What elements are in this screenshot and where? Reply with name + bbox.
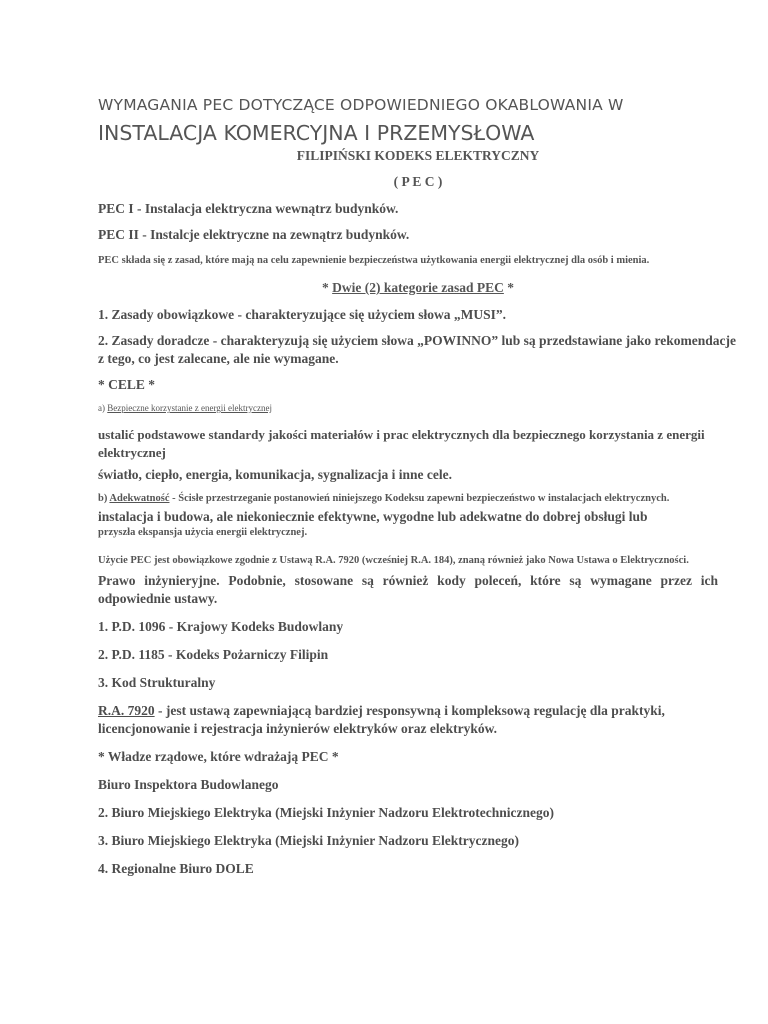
goal-a-text-line-1: ustalić podstawowe standardy jakości materiałów i prac elektrycznych dla bezpiecznego korzystania z energii elektrycznej (98, 427, 705, 460)
goal-a-prefix: a) (98, 403, 108, 413)
title-line-1: WYMAGANIA PEC DOTYCZĄCE ODPOWIEDNIEGO OKABLOWANIA W (98, 96, 624, 114)
goal-a-text-line-2: światło, ciepło, energia, komunikacja, sygnalizacja i inne cele. (98, 467, 452, 482)
usage-line-1: Użycie PEC jest obowiązkowe zgodnie z Ustawą R.A. 7920 (wcześniej R.A. 184), znaną również jako Nowa Ustawa o Elektryczności. (98, 555, 689, 566)
goal-a-link[interactable]: Bezpieczne korzystanie z energii elektrycznej (107, 403, 272, 413)
ra-text-line-1: - jest ustawą zapewniającą bardziej responsywną i kompleksową regulację dla praktyki, (154, 703, 665, 718)
code-item-3: 3. Kod Strukturalny (98, 675, 216, 690)
pec-part-2: PEC II - Instalcje elektryczne na zewnątrz budynków. (98, 227, 410, 242)
authority-item-1: Biuro Inspektora Budowlanego (98, 777, 279, 792)
goal-b-line-2: instalacja i budowa, ale niekoniecznie efektywne, wygodne lub adekwatne do dobrej obsługi lub (98, 509, 648, 524)
goal-a (98, 402, 738, 414)
code-abbr: ( P E C ) (393, 174, 443, 189)
ra-text-line-2: licencjonowanie i rejestracja inżynierów elektryków oraz elektryków. (98, 721, 498, 736)
goal-b-prefix: b) (98, 493, 110, 504)
category-2-line-1: 2. Zasady doradcze - charakteryzują się użyciem słowa „POWINNO” lub są przedstawiane jako rekomendacje (98, 333, 736, 348)
goal-b (98, 492, 738, 506)
goal-b-line-3: przyszła ekspansja użycia energii elektrycznej. (98, 527, 308, 538)
pec-part-1: PEC I - Instalacja elektryczna wewnątrz budynków. (98, 201, 399, 216)
code-item-1: 1. P.D. 1096 - Krajowy Kodeks Budowlany (98, 619, 344, 634)
goal-b-link[interactable]: Adekwatność (109, 493, 170, 504)
code-item-2: 2. P.D. 1185 - Kodeks Pożarniczy Filipin (98, 647, 329, 662)
authorities-heading: * Władze rządowe, które wdrażają PEC * (98, 749, 339, 764)
ra-text (98, 702, 738, 738)
category-2-line-2: z tego, co jest zalecane, ale nie wymagane. (98, 351, 339, 366)
usage-line-2: Prawo inżynieryjne. Podobnie, stosowane są również kody poleceń, które są wymagane przez ich odpowiednie ustawy. (98, 573, 718, 606)
authority-item-3: 3. Biuro Miejskiego Elektryka (Miejski Inżynier Nadzoru Elektrycznego) (98, 833, 519, 848)
ra-link[interactable]: R.A. 7920 (98, 703, 155, 718)
goal-b-text: - Ścisłe przestrzeganie postanowień niniejszego Kodeksu zapewni bezpieczeństwo w instalacjach elektrycznych. (169, 493, 670, 504)
categories-heading-suffix: * (503, 280, 514, 295)
categories-heading-link[interactable]: Dwie (2) kategorie zasad PEC (332, 280, 504, 295)
category-1: 1. Zasady obowiązkowe - charakteryzujące się użyciem słowa „MUSI”. (98, 307, 506, 322)
goals-heading: * CELE * (98, 377, 156, 392)
authority-item-4: 4. Regionalne Biuro DOLE (98, 861, 254, 876)
authority-item-2: 2. Biuro Miejskiego Elektryka (Miejski Inżynier Nadzoru Elektrotechnicznego) (98, 805, 554, 820)
categories-heading (98, 280, 738, 296)
document-page (98, 94, 738, 878)
title-line-2: INSTALACJA KOMERCYJNA I PRZEMYSŁOWA (98, 121, 535, 145)
pec-intro: PEC składa się z zasad, które mają na celu zapewnienie bezpieczeństwa użytkowania energii elektrycznej dla osób i mienia. (98, 255, 650, 266)
categories-heading-prefix: * (322, 280, 333, 295)
code-name: FILIPIŃSKI KODEKS ELEKTRYCZNY (296, 148, 540, 163)
